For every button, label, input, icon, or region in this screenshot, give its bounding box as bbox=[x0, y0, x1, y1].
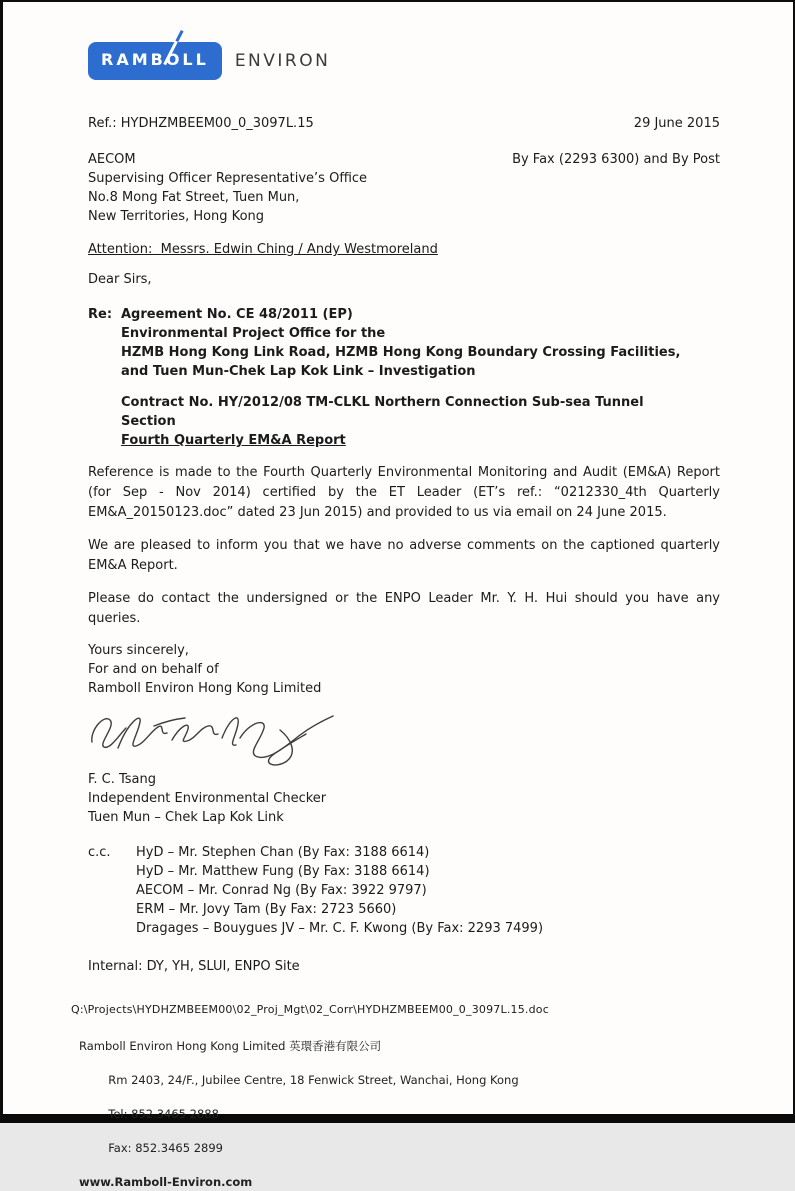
footer-tel: Tel: 852.3465 2888 bbox=[108, 1107, 219, 1121]
signatory-name: F. C. Tsang bbox=[88, 772, 157, 787]
internal-distribution: Internal: DY, YH, SLUI, ENPO Site bbox=[88, 959, 300, 974]
body-paragraph: We are pleased to inform you that we have no adverse comments on the captioned quarterly EM&A Report. bbox=[88, 538, 720, 573]
footer-address-line bbox=[79, 1055, 720, 1174]
ref-label: Ref.: bbox=[88, 116, 117, 131]
footer-website: www.Ramboll-Environ.com bbox=[79, 1175, 253, 1189]
closing-line: Yours sincerely, bbox=[88, 643, 189, 658]
cc-label: c.c. bbox=[88, 845, 111, 860]
closing-block bbox=[88, 641, 720, 698]
ref-date-row bbox=[88, 114, 720, 133]
document-file-path: Q:\Projects\HYDHZMBEEM00\02_Proj_Mgt\02_Corr\HYDHZMBEEM00_0_3097L.15.doc bbox=[71, 1003, 549, 1016]
recipient-line: New Territories, Hong Kong bbox=[88, 209, 265, 224]
subject-line: Section bbox=[121, 414, 176, 429]
recipient-block bbox=[88, 150, 720, 226]
body-paragraph: Please do contact the undersigned or the ENPO Leader Mr. Y. H. Hui should you have any queries. bbox=[88, 591, 720, 626]
signatory-block bbox=[88, 770, 720, 827]
logo-slash-tip-icon bbox=[175, 30, 183, 42]
cc-item: Dragages – Bouygues JV – Mr. C. F. Kwong (By Fax: 2293 7499) bbox=[136, 921, 544, 936]
letterhead bbox=[88, 40, 720, 82]
cc-item: HyD – Mr. Stephen Chan (By Fax: 3188 6614) bbox=[136, 845, 430, 860]
cc-block bbox=[88, 843, 720, 938]
delivery-method: By Fax (2293 6300) and By Post bbox=[512, 152, 720, 167]
ramboll-logo bbox=[88, 42, 222, 80]
subject-line: Environmental Project Office for the bbox=[121, 326, 386, 341]
subject-line: HZMB Hong Kong Link Road, HZMB Hong Kong Boundary Crossing Facilities, bbox=[121, 345, 681, 360]
footer-company-line bbox=[79, 1038, 720, 1055]
cc-item: AECOM – Mr. Conrad Ng (By Fax: 3922 9797) bbox=[136, 883, 427, 898]
attention-line: Attention: Messrs. Edwin Ching / Andy Westmoreland bbox=[88, 242, 438, 257]
recipient-address bbox=[88, 150, 367, 226]
subject-spacer bbox=[121, 381, 680, 393]
subject-line: Agreement No. CE 48/2011 (EP) bbox=[121, 307, 353, 322]
recipient-line: Supervising Officer Representative’s Office bbox=[88, 171, 368, 186]
closing-line: For and on behalf of bbox=[88, 662, 219, 677]
footer-spacer bbox=[108, 1090, 119, 1104]
letter-content bbox=[3, 40, 793, 1191]
subject-line: Contract No. HY/2012/08 TM-CLKL Northern Connection Sub-sea Tunnel bbox=[121, 395, 644, 410]
recipient-line: No.8 Mong Fat Street, Tuen Mun, bbox=[88, 190, 300, 205]
subject-report-title: Fourth Quarterly EM&A Report bbox=[121, 433, 346, 448]
footer-address: Rm 2403, 24/F., Jubilee Centre, 18 Fenwick Street, Wanchai, Hong Kong bbox=[108, 1073, 519, 1087]
subject-line: and Tuen Mun-Chek Lap Kok Link – Investigation bbox=[121, 364, 476, 379]
cc-list bbox=[136, 843, 543, 938]
letter-date: 29 June 2015 bbox=[633, 116, 720, 131]
ramboll-logo-text: RAMBOLL bbox=[101, 50, 209, 69]
brand-environ-text: ENVIRON bbox=[234, 50, 331, 71]
subject-lines bbox=[121, 305, 680, 450]
footer-fax: Fax: 852.3465 2899 bbox=[108, 1141, 223, 1155]
cc-item: ERM – Mr. Jovy Tam (By Fax: 2723 5660) bbox=[136, 902, 397, 917]
footer-company: Ramboll Environ Hong Kong Limited bbox=[79, 1039, 286, 1053]
body-paragraph: Reference is made to the Fourth Quarterly Environmental Monitoring and Audit (EM&A) Report (for Sep - Nov 2014) certified by the ET Leader (ET’s ref.: “0212330_4th Quarterly EM&A_20150123.doc” dated 23 Jun 2015) and provided to us via email on 24 June 2015. bbox=[88, 465, 720, 520]
recipient-line: AECOM bbox=[88, 152, 136, 167]
closing-line: Ramboll Environ Hong Kong Limited bbox=[88, 681, 322, 696]
footer-company-cjk: 英環香港有限公司 bbox=[289, 1039, 382, 1053]
signature-image bbox=[88, 702, 720, 770]
cc-item: HyD – Mr. Matthew Fung (By Fax: 3188 6614) bbox=[136, 864, 430, 879]
signatory-project: Tuen Mun – Chek Lap Kok Link bbox=[88, 810, 284, 825]
subject-block bbox=[88, 305, 720, 450]
subject-label: Re: bbox=[88, 307, 113, 322]
signatory-title: Independent Environmental Checker bbox=[88, 791, 327, 806]
footer-spacer bbox=[108, 1124, 119, 1138]
salutation: Dear Sirs, bbox=[88, 272, 152, 287]
ref-value: HYDHZMBEEM00_0_3097L.15 bbox=[120, 116, 314, 131]
ref-number bbox=[88, 114, 314, 133]
footer bbox=[79, 1038, 720, 1191]
